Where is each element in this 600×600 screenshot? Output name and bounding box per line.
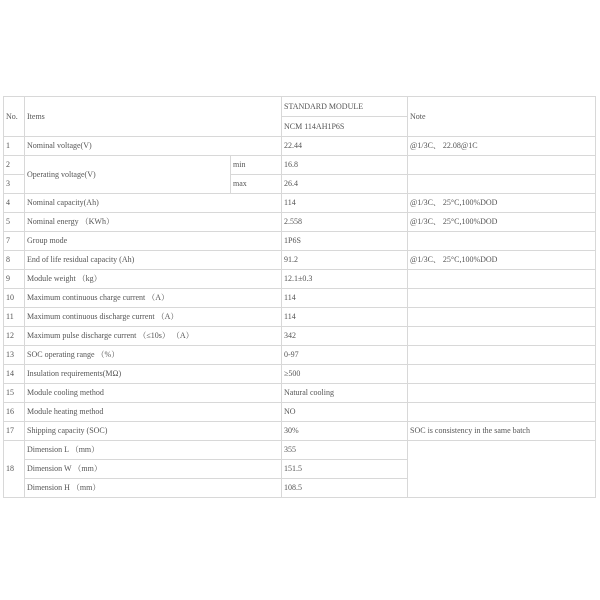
row-value: 114: [282, 194, 408, 213]
row-note: [408, 232, 596, 251]
row-value: 114: [282, 308, 408, 327]
row-item: Module heating method: [25, 403, 282, 422]
header-model: NCM 114AH1P6S: [282, 117, 408, 137]
row-note: @1/3C、 22.08@1C: [408, 137, 596, 156]
row-note: [408, 327, 596, 346]
table-row: [4, 327, 596, 346]
row-note: [408, 346, 596, 365]
row-no: 16: [4, 403, 25, 422]
row-value: 355: [282, 441, 408, 460]
table-row: [4, 270, 596, 289]
table-row: [4, 308, 596, 327]
row-no: 10: [4, 289, 25, 308]
row-no: 1: [4, 137, 25, 156]
header-standard-module: STANDARD MODULE: [282, 97, 408, 117]
table-row: [4, 289, 596, 308]
spec-table: [3, 96, 596, 498]
row-value: ≥500: [282, 365, 408, 384]
table-row: [4, 422, 596, 441]
row-note: @1/3C、 25°C,100%DOD: [408, 251, 596, 270]
row-value: 342: [282, 327, 408, 346]
table-row: [4, 365, 596, 384]
row-note: [408, 308, 596, 327]
row-item: Module weight （kg）: [25, 270, 282, 289]
table-row: [4, 232, 596, 251]
row-value: 30%: [282, 422, 408, 441]
header-no: No.: [4, 97, 25, 137]
row-value: 91.2: [282, 251, 408, 270]
row-item: Nominal voltage(V): [25, 137, 282, 156]
row-item: Maximum pulse discharge current （≤10s） （A）: [25, 327, 282, 346]
row-no: 5: [4, 213, 25, 232]
row-no: 14: [4, 365, 25, 384]
row-item: Nominal capacity(Ah): [25, 194, 282, 213]
table-row: [4, 384, 596, 403]
row-note: @1/3C、 25°C,100%DOD: [408, 213, 596, 232]
row-value: 16.8: [282, 156, 408, 175]
row-value: 114: [282, 289, 408, 308]
table-row: [4, 213, 596, 232]
row-item: Operating voltage(V): [25, 156, 231, 194]
row-no: 11: [4, 308, 25, 327]
row-item: Dimension L （mm）: [25, 441, 282, 460]
row-item: Group mode: [25, 232, 282, 251]
header-row: [4, 97, 596, 117]
row-item: SOC operating range （%）: [25, 346, 282, 365]
row-note: [408, 156, 596, 175]
row-value: Natural cooling: [282, 384, 408, 403]
table-row: [4, 194, 596, 213]
row-value: 2.558: [282, 213, 408, 232]
row-no: 2: [4, 156, 25, 175]
row-value: 108.5: [282, 479, 408, 498]
table-row: [4, 251, 596, 270]
table-row: [4, 403, 596, 422]
row-no: 7: [4, 232, 25, 251]
row-value: 12.1±0.3: [282, 270, 408, 289]
row-item: Module cooling method: [25, 384, 282, 403]
row-item: Dimension H （mm）: [25, 479, 282, 498]
row-value: 0-97: [282, 346, 408, 365]
row-note: SOC is consistency in the same batch: [408, 422, 596, 441]
row-item: End of life residual capacity (Ah): [25, 251, 282, 270]
table-row: [4, 346, 596, 365]
table-row: [4, 441, 596, 460]
row-value: 1P6S: [282, 232, 408, 251]
row-note: [408, 289, 596, 308]
header-note: Note: [408, 97, 596, 137]
row-no: 4: [4, 194, 25, 213]
row-value: 22.44: [282, 137, 408, 156]
table-row: [4, 156, 596, 175]
row-note: [408, 403, 596, 422]
row-value: 151.5: [282, 460, 408, 479]
row-no: 17: [4, 422, 25, 441]
row-item: Nominal energy （KWh）: [25, 213, 282, 232]
row-note: [408, 441, 596, 498]
row-note: [408, 270, 596, 289]
row-item: Insulation requirements(MΩ): [25, 365, 282, 384]
row-note: @1/3C、 25°C,100%DOD: [408, 194, 596, 213]
row-item: Shipping capacity (SOC): [25, 422, 282, 441]
row-sub: min: [231, 156, 282, 175]
row-no: 9: [4, 270, 25, 289]
row-item: Maximum continuous charge current （A）: [25, 289, 282, 308]
row-no: 18: [4, 441, 25, 498]
row-sub: max: [231, 175, 282, 194]
row-value: 26.4: [282, 175, 408, 194]
row-no: 12: [4, 327, 25, 346]
row-item: Dimension W （mm）: [25, 460, 282, 479]
row-no: 8: [4, 251, 25, 270]
row-no: 3: [4, 175, 25, 194]
row-note: [408, 384, 596, 403]
row-item: Maximum continuous discharge current （A）: [25, 308, 282, 327]
row-note: [408, 365, 596, 384]
header-items: Items: [25, 97, 282, 137]
row-value: NO: [282, 403, 408, 422]
row-no: 15: [4, 384, 25, 403]
table-row: [4, 137, 596, 156]
row-note: [408, 175, 596, 194]
row-no: 13: [4, 346, 25, 365]
